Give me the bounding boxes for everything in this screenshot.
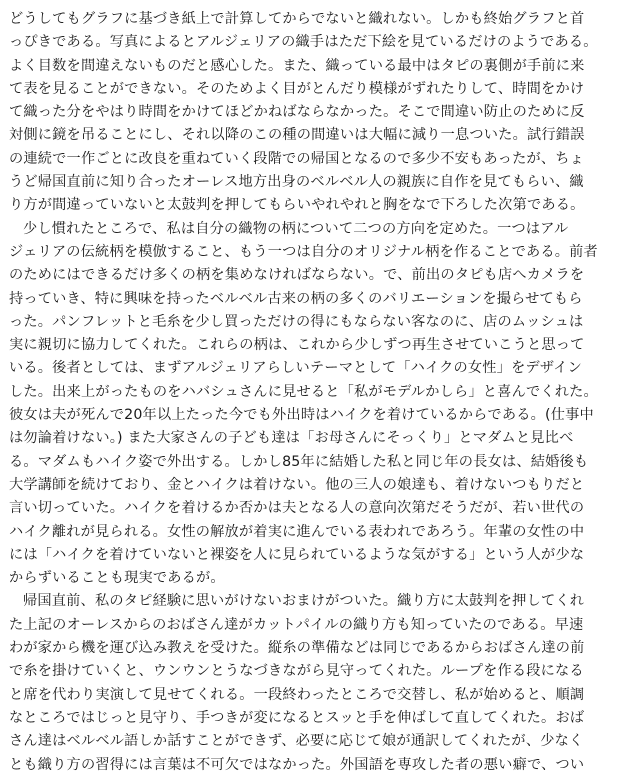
- text-line: には「ハイクを着けていないと裸姿を人に見られているような気がする」という人が少な: [9, 546, 585, 563]
- text-line: 実に親切に協力してくれた。これらの柄は、これから少しずつ再生させていこうと思って: [9, 337, 585, 354]
- text-line: さん達はベルベル語しか話すことができず、必要に応じて娘が通訳してくれたが、少なく: [9, 733, 584, 750]
- text-line: わが家から機を運び込み教えを受けた。縦糸の準備などは同じであるからおばさん達の前: [9, 640, 585, 657]
- paragraph-2: [9, 218, 621, 591]
- text-line: ハイク離れが見られる。女性の解放が着実に進んでいる表われであろう。年輩の女性の中: [9, 523, 585, 540]
- text-line: うど帰国直前に知り合ったオーレス地方出身のベルベル人の親族に自作を見てもらい、織: [9, 174, 584, 191]
- paragraph-1: [9, 8, 621, 218]
- text-line: り方が間違っていないと太鼓判を押してもらいやれやれと胸をなで下ろした次第である。: [9, 197, 585, 214]
- text-line: なところではじっと見守り、手つきが変になるとスッと手を伸ばして直してくれた。おば: [9, 709, 585, 726]
- text-line: よく目数を間違えないものだと感心した。また、織っている最中はタピの裏側が手前に来: [9, 57, 585, 74]
- text-line: 彼女は夫が死んで20年以上たった今でも外出時はハイクを着けているからである。(仕事中: [9, 407, 594, 424]
- text-line: とも織り方の習得には言葉は不可欠ではなかった。外国語を専攻した者の悪い癖で、つい: [9, 756, 585, 773]
- text-line: った。パンフレットと毛糸を少し買っただけの得にもならない客なのに、店のムッシュは: [9, 313, 584, 330]
- text-line: どうしてもグラフに基づき紙上で計算してからでないと織れない。しかも終始グラフと首: [9, 11, 585, 27]
- text-line: からずいることも現実であるが。: [9, 570, 225, 587]
- text-line: て織った分をやはり時間をかけてほどかねばならなかった。そこで間違い防止のために反: [9, 104, 585, 121]
- text-line: の連続で一作ごとに改良を重ねていく段階での帰国となるので多少不安もあったが、ちょ: [9, 150, 585, 167]
- text-line: 大学講師を続けており、金とハイクは着けない。他の三人の娘達も、着けないつもりだと: [9, 476, 585, 493]
- text-line: て表を見ることができない。そのためよく目がとんだり模様がずれたりして、時間をかけ: [9, 80, 585, 97]
- text-line: る。マダムもハイク姿で外出する。しかし85年に結婚した私と同じ年の長女は、結婚後も: [9, 453, 589, 470]
- text-line: した。出来上がったものをハバシュさんに見せると「私がモデルかしら」と喜んでくれた。: [9, 383, 598, 400]
- text-line: 対側に鏡を吊ることにし、それ以降のこの種の間違いは大幅に減り一息ついた。試行錯誤: [9, 127, 585, 144]
- text-line: は勿論着けない。) また大家さんの子ども達は「お母さんにそっくり」とマダムと見比べ: [9, 430, 574, 447]
- text-line: た上記のオーレスからのおばさん達がカットパイルの織り方も知っていたのである。早速: [9, 616, 584, 633]
- text-line: 持っていき、特に興味を持ったベルベル古来の柄の多くのバリエーションを撮らせてもら: [9, 290, 583, 307]
- text-line: 言い切っていた。ハイクを着けるか否かは夫となる人の意向次第だそうだが、若い世代の: [9, 500, 585, 517]
- text-line: のためにはできるだけ多くの柄を集めなければならない。で、前出のタピも店へカメラを: [9, 267, 585, 284]
- text-line: で糸を掛けていくと、ウンウンとうなづきながら見守ってくれた。ループを作る段になる: [9, 663, 584, 680]
- text-line: 帰国直前、私のタピ経験に思いがけないおまけがついた。織り方に太鼓判を押してくれ: [23, 593, 585, 610]
- text-line: っぴきである。写真によるとアルジェリアの織手はただ下絵を見ているだけのようである。: [9, 34, 598, 51]
- paragraph-3: [9, 590, 621, 776]
- text-line: いる。後者としては、まずアルジェリアらしいテーマとして「ハイクの女性」をデザイン: [9, 360, 583, 377]
- text-line: ジェリアの伝統柄を模倣すること、もう一つは自分のオリジナル柄を作ることである。前者: [9, 243, 598, 260]
- text-line: 少し慣れたところで、私は自分の織物の柄について二つの方向を定めた。一つはアル: [23, 220, 569, 237]
- text-line: と席を代わり実演して見せてくれる。一段終わったところで交替し、私が始めると、順調: [9, 686, 585, 703]
